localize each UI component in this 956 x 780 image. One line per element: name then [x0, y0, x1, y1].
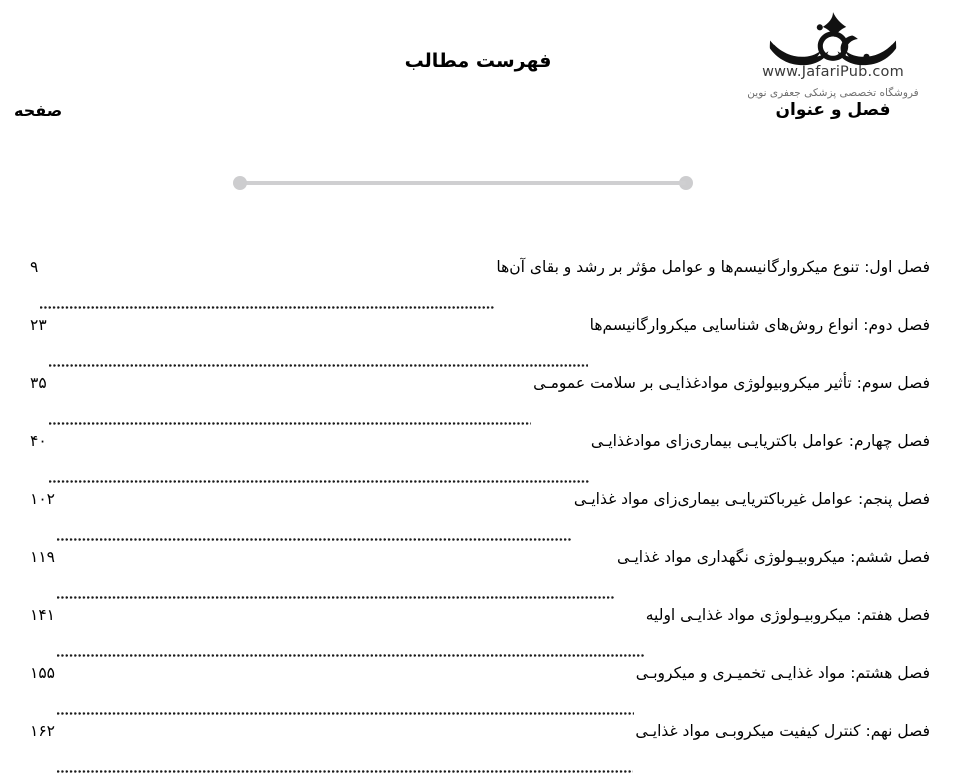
- toc-entry-title: فصل چهارم: عوامل باکتریایـی بیماری‌زای موادغذایـی: [590, 432, 930, 450]
- table-of-contents: [0, 258, 956, 780]
- toc-entry-title: فصل هفتم: میکروبیـولوژی مواد غذایـی اولیه: [645, 606, 930, 624]
- toc-entry-title: فصل پنجم: عوامل غیرباکتریایـی بیماری‌زای مواد غذایـی: [573, 490, 930, 508]
- toc-dot-leader: [57, 535, 572, 544]
- toc-entry-page-number: ۱۰۲: [30, 490, 55, 508]
- toc-entry-title: فصل دوم: انواع روش‌های شناسایی میکروارگانیسم‌ها: [589, 316, 930, 334]
- toc-entry-page-number: ۱۱۹: [30, 548, 55, 566]
- toc-entry-page-number: ۱۴۱: [30, 606, 55, 624]
- toc-entry[interactable]: [0, 316, 956, 374]
- shop-tagline: فروشگاه تخصصی پزشکی جعفری نوین: [747, 87, 919, 99]
- publisher-url: www.JafariPub.com: [762, 64, 904, 80]
- toc-entry[interactable]: [0, 606, 956, 664]
- toc-entry-page-number: ۱۵۵: [30, 664, 55, 682]
- toc-entry[interactable]: [0, 722, 956, 780]
- toc-entry-title: فصل نهم: کنترل کیفیت میکروبـی مواد غذایـی: [635, 722, 930, 740]
- divider-dot-end: [233, 176, 247, 190]
- toc-entry-page-number: ۱۶۲: [30, 722, 55, 740]
- toc-entry-title: فصل سوم: تأثیر میکروبیولوژی موادغذایـی بر سلامت عمومـی: [533, 374, 930, 392]
- toc-dot-leader: [57, 651, 644, 660]
- column-header-page: صفحه: [14, 101, 63, 120]
- toc-entry-page-number: ۴۰: [30, 432, 47, 450]
- toc-entry[interactable]: [0, 374, 956, 432]
- toc-dot-leader: [49, 477, 589, 486]
- toc-dot-leader: [57, 593, 615, 602]
- toc-entry-title: فصل اول: تنوع میکروارگانیسم‌ها و عوامل مؤثر بر رشد و بقای آن‌ها: [496, 258, 930, 276]
- toc-entry-page-number: ۳۵: [30, 374, 47, 392]
- toc-entry-title: فصل هشتم: مواد غذایـی تخمیـری و میکروبـی: [635, 664, 930, 682]
- toc-dot-leader: [40, 303, 494, 312]
- toc-entry[interactable]: [0, 664, 956, 722]
- toc-dot-leader: [57, 709, 634, 718]
- toc-entry-page-number: ۹: [30, 258, 39, 276]
- page-title: فهرست مطالب: [404, 50, 552, 72]
- toc-dot-leader: [57, 767, 633, 776]
- toc-entry-page-number: ۲۳: [30, 316, 47, 334]
- toc-dot-leader: [49, 361, 588, 370]
- toc-entry[interactable]: [0, 548, 956, 606]
- toc-entry-title: فصل ششم: میکروبیـولوژی نگهداری مواد غذایـی: [617, 548, 930, 566]
- decorative-divider: [233, 176, 693, 190]
- toc-entry[interactable]: [0, 490, 956, 548]
- toc-entry[interactable]: [0, 432, 956, 490]
- divider-line: [240, 181, 686, 185]
- toc-dot-leader: [49, 419, 532, 428]
- toc-entry[interactable]: [0, 258, 956, 316]
- column-header-chapter-title: فصل و عنوان: [775, 100, 891, 120]
